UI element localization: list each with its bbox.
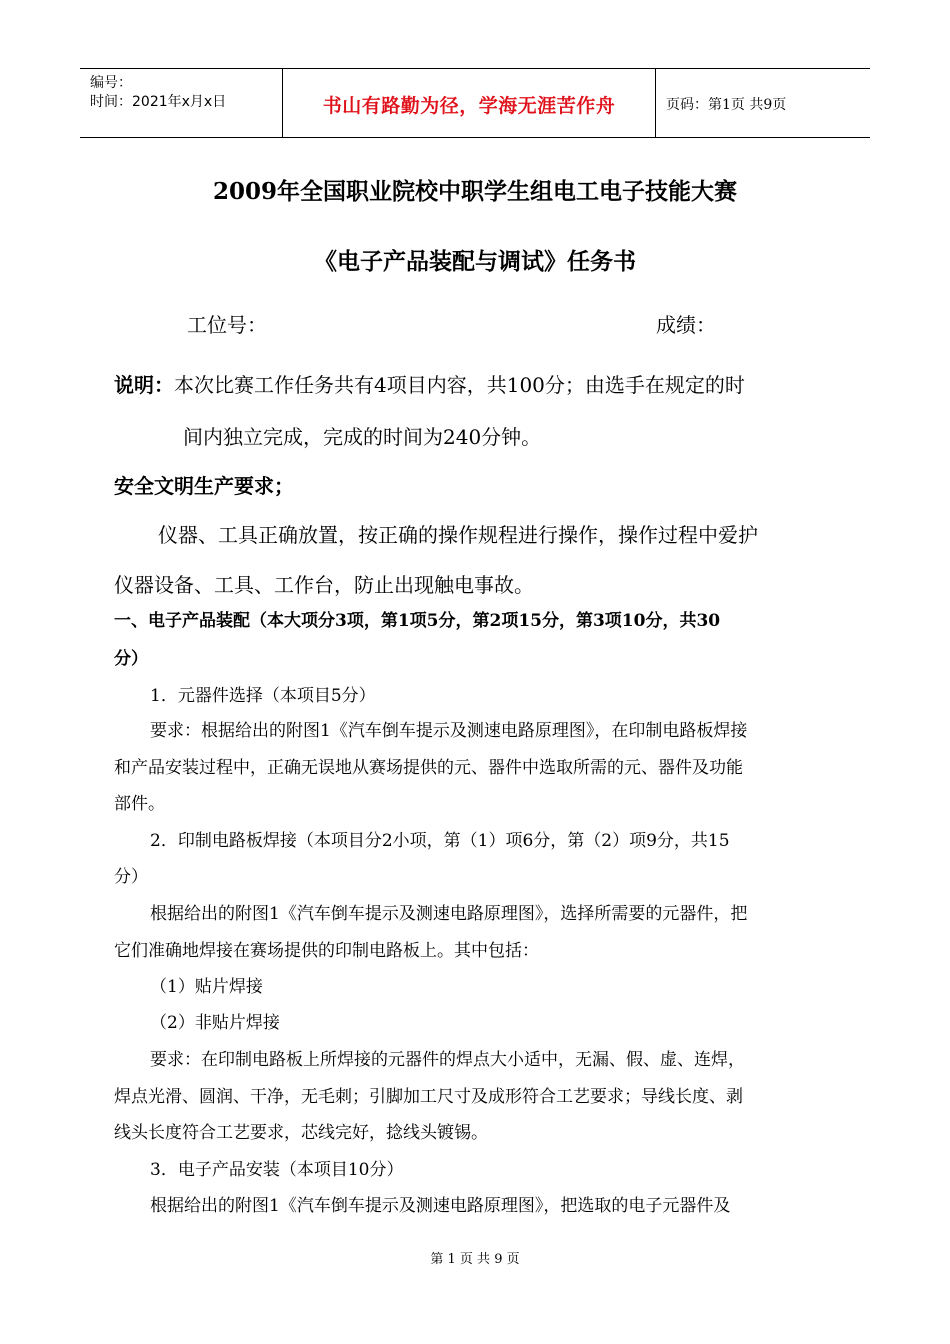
safety-line-2: 仪器设备、工具、工作台，防止出现触电事故。 — [114, 573, 534, 597]
section1-heading-cont: 分） — [114, 649, 148, 669]
safety-line-1: 仪器、工具正确放置，按正确的操作规程进行操作，操作过程中爱护 — [158, 523, 758, 547]
item2-desc-line-1: 根据给出的附图1《汽车倒车提示及测速电路原理图》，选择所需要的元器件，把 — [150, 904, 748, 924]
time-label: 时间：2021年x月x日 — [90, 94, 227, 110]
header-page-info: 页码：第1页 共9页 — [666, 97, 787, 113]
section1-heading: 一、电子产品装配（本大项分3项，第1项5分，第2项15分，第3项10分，共30 — [114, 611, 721, 631]
header-motto: 书山有路勤为径，学海无涯苦作舟 — [322, 95, 616, 117]
item3-desc-line-1: 根据给出的附图1《汽车倒车提示及测速电路原理图》，把选取的电子元器件及 — [150, 1196, 731, 1216]
item1-req-line-1: 要求：根据给出的附图1《汽车倒车提示及测速电路原理图》，在印制电路板焊接 — [150, 721, 748, 741]
score-label: 成绩： — [656, 313, 716, 337]
item1-req-line-3: 部件。 — [114, 794, 165, 814]
page-header — [80, 68, 870, 138]
item2-req-line-2: 焊点光滑、圆润、干净，无毛刺；引脚加工尺寸及成形符合工艺要求；导线长度、剥 — [114, 1087, 743, 1107]
note-line-2: 间内独立完成，完成的时间为240分钟。 — [183, 425, 542, 449]
document-subtitle: 《电子产品装配与调试》任务书 — [314, 248, 636, 275]
item2-sub-1: （1）贴片焊接 — [150, 977, 263, 997]
station-label: 工位号： — [187, 313, 267, 337]
page-footer: 第 1 页 共 9 页 — [430, 1252, 520, 1267]
item2-desc-line-2: 它们准确地焊接在赛场提供的印制电路板上。其中包括： — [114, 941, 539, 961]
header-meta-cell — [80, 69, 283, 137]
item2-sub-2: （2）非贴片焊接 — [150, 1013, 280, 1033]
note-block — [114, 369, 745, 398]
item2-req-line-1: 要求：在印制电路板上所焊接的元器件的焊点大小适中，无漏、假、虚、连焊， — [150, 1050, 745, 1070]
number-label: 编号： — [90, 75, 132, 91]
item1-req-line-2: 和产品安装过程中，正确无误地从赛场提供的元、器件中选取所需的元、器件及功能 — [114, 758, 743, 778]
item2-title-cont: 分） — [114, 867, 148, 887]
note-line-1: 本次比赛工作任务共有4项目内容，共100分；由选手在规定的时 — [174, 373, 745, 397]
note-label: 说明： — [114, 373, 174, 397]
safety-heading: 安全文明生产要求； — [114, 474, 294, 498]
item3-title: 3．电子产品安装（本项目10分） — [150, 1160, 404, 1180]
header-page-cell — [656, 69, 870, 137]
item1-title: 1．元器件选择（本项目5分） — [150, 686, 376, 706]
item2-req-line-3: 线头长度符合工艺要求，芯线完好，捻线头镀锡。 — [114, 1123, 488, 1143]
item2-title: 2．印制电路板焊接（本项目分2小项，第（1）项6分，第（2）项9分，共15 — [150, 831, 730, 851]
document-title: 2009年全国职业院校中职学生组电工电子技能大赛 — [212, 178, 737, 205]
header-motto-cell — [283, 69, 656, 137]
